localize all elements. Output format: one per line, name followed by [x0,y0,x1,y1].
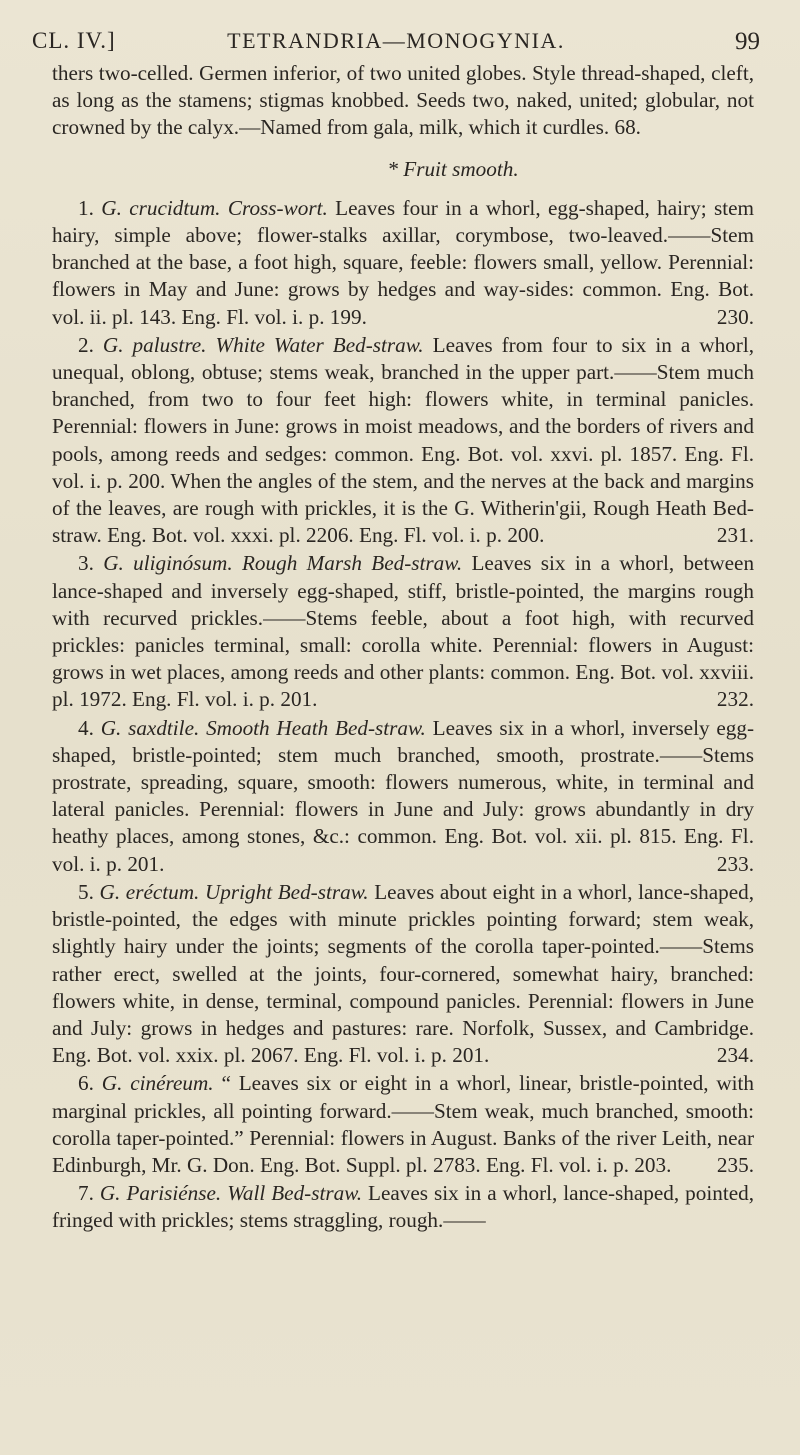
entry-number: 7. [78,1181,94,1206]
common-name: Cross-wort. [227,195,328,220]
entry-page-ref: 230. [716,304,754,329]
entry-page-ref: 231. [716,523,754,548]
page-number: 99 [735,28,760,55]
binomial-name: G. Parisiénse. [99,1181,222,1206]
entry-number: 3. [78,551,94,576]
class-reference: CL. IV.] [32,28,116,53]
binomial-name: G. saxdtile. [100,715,200,740]
entry-page-ref: 232. [716,687,754,712]
entry-text: Leaves six in a whorl, inversely egg-shaped, bristle-pointed; stem much branched, smooth, prostrate.——Stems prostrate, spreading, square, smooth: flowers numerous, white, in terminal and lateral panicles. Perennial: flowers in June and July: grows abundantly in dry heathy places, among stones, &c.: common. Eng. Bot. vol. xii. pl. 815. Eng. Fl. vol. i. p. 201. [52,715,755,876]
entry-number: 5. [78,879,94,904]
entry-number: 4. [78,715,94,740]
entry-number: 2. [78,332,94,357]
species-entry-2 [52,332,754,550]
common-name: Upright Bed-straw. [204,879,369,904]
binomial-name: G. eréctum. [99,879,200,904]
binomial-name: G. cinéreum. [101,1071,214,1096]
species-entry-7 [52,1180,754,1234]
entry-text: Leaves six in a whorl, between lance-shaped and inversely egg-shaped, stiff, bristle-pointed, the margins rough with recurved prickles.——Stems feeble, about a foot high, with recurved prickles: panicles terminal, small: corolla white. Perennial: flowers in August: grows in wet places, among reeds and other plants: common. Eng. Bot. vol. xxviii. pl. 1972. Eng. Fl. vol. i. p. 201. [52,551,755,712]
section-heading: * Fruit smooth. [387,156,519,181]
entry-text: Leaves six in a whorl, lance-shaped, pointed, fringed with prickles; stems straggling, rough.—— [52,1181,754,1233]
entry-text: “ Leaves six or eight in a whorl, linear, bristle-pointed, with marginal prickles, all pointing forward.——Stem weak, much branched, smooth: corolla taper-pointed.” Perennial: flowers in August. Banks of the river Leith, near Edinburgh, Mr. G. Don. Eng. Bot. Suppl. pl. 2783. Eng. Fl. vol. i. p. 203. [52,1071,755,1177]
species-entry-3 [52,550,754,713]
entry-text: Leaves about eight in a whorl, lance-shaped, bristle-pointed, the edges with minute prickles pointing forward; stem weak, slightly hairy under the joints; segments of the corolla taper-pointed.——Stems rather erect, swelled at the joints, four-cornered, somewhat hairy, branched: flowers white, in dense, terminal, compound panicles. Perennial: flowers in June and July: grows in hedges and pastures: rare. Norfolk, Sussex, and Cambridge. Eng. Bot. vol. xxix. pl. 2067. Eng. Fl. vol. i. p. 201. [52,879,755,1068]
binomial-name: G. palustre. [102,332,207,357]
common-name: Wall Bed-straw. [227,1181,363,1206]
page-body [52,60,754,1235]
binomial-name: G. crucidtum. [101,195,221,220]
common-name: Rough Marsh Bed-straw. [241,551,463,576]
binomial-name: G. uliginósum. [103,551,233,576]
species-entry-1 [52,195,754,331]
common-name: Smooth Heath Bed-straw. [206,715,426,740]
running-head [32,28,760,58]
species-entry-6 [52,1070,754,1179]
species-entry-4 [52,715,754,878]
entry-text: Leaves from four to six in a whorl, unequal, oblong, obtuse; stems weak, branched in the upper part.——Stem much branched, from two to four feet high: flowers white, in terminal panicles. Perennial: flowers in June: grows in moist meadows, and the borders of rivers and pools, among reeds and sedges: common. Eng. Bot. vol. xxvi. pl. 1857. Eng. Fl. vol. i. p. 200. When the angles of the stem, and the nerves at the back and margins of the leaves, are rough with prickles, it is the G. Witherin'gii, Rough Heath Bed-straw. Eng. Bot. vol. xxxi. pl. 2206. Eng. Fl. vol. i. p. 200. [52,332,755,548]
intro-paragraph: thers two-celled. Germen inferior, of two united globes. Style thread-shaped, cleft, as long as the stamens; stigmas knobbed. Seeds two, naked, united; globular, not crowned by the calyx.—Named from gala, milk, which it curdles. 68. [52,61,754,140]
entry-page-ref: 233. [716,851,754,876]
entry-number: 1. [78,195,94,220]
entry-page-ref: 234. [716,1043,754,1068]
species-entry-5 [52,879,754,1069]
common-name: White Water Bed-straw. [215,332,424,357]
page-title: TETRANDRIA—MONOGYNIA. [227,28,565,53]
entry-number: 6. [78,1071,94,1096]
entry-page-ref: 235. [716,1152,754,1177]
entry-text: Leaves four in a whorl, egg-shaped, hairy; stem hairy, simple above; flower-stalks axillar, corymbose, two-leaved.——Stem branched at the base, a foot high, square, feeble: flowers small, yellow. Perennial: flowers in May and June: grows by hedges and way-sides: common. Eng. Bot. vol. ii. pl. 143. Eng. Fl. vol. i. p. 199. [52,195,754,329]
